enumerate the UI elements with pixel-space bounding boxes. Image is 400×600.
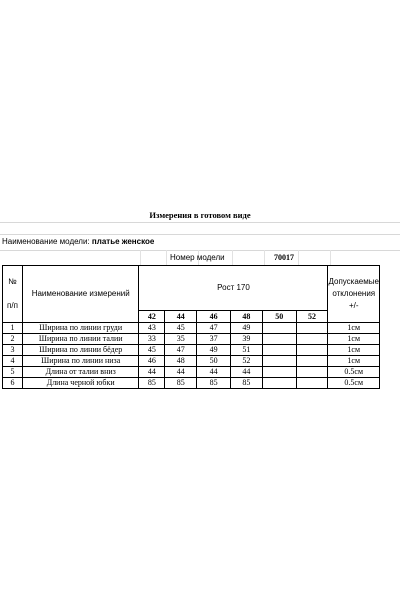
model-name-label: Наименование модели: (2, 237, 90, 246)
size-header: 42 (139, 311, 165, 323)
value-cell: 43 (139, 323, 165, 334)
measurement-name: Ширина по линии бёдер (22, 345, 139, 356)
value-cell: 49 (231, 323, 263, 334)
tolerance-cell: 1см (328, 356, 380, 367)
measurement-name: Длина от талии вниз (22, 367, 139, 378)
measurement-name: Ширина по линии груди (22, 323, 139, 334)
size-header: 44 (165, 311, 197, 323)
value-cell: 35 (165, 334, 197, 345)
value-cell: 45 (165, 323, 197, 334)
value-cell (262, 356, 296, 367)
col-number-bottom: п/п (7, 301, 18, 310)
value-cell: 50 (197, 356, 231, 367)
row-number: 4 (3, 356, 23, 367)
value-cell (262, 334, 296, 345)
measurement-name: Ширина по линии низа (22, 356, 139, 367)
model-name-line (2, 236, 154, 248)
value-cell: 46 (139, 356, 165, 367)
value-cell: 44 (231, 367, 263, 378)
value-cell: 85 (231, 378, 263, 389)
row-number: 5 (3, 367, 23, 378)
value-cell: 47 (165, 345, 197, 356)
value-cell: 52 (231, 356, 263, 367)
grid-line (0, 222, 400, 223)
size-header: 52 (296, 311, 328, 323)
model-number-value: 70017 (274, 253, 294, 262)
value-cell (296, 367, 328, 378)
row-number: 2 (3, 334, 23, 345)
value-cell: 47 (197, 323, 231, 334)
measurement-name: Ширина по линии талии (22, 334, 139, 345)
sheet-title: Измерения в готовом виде (149, 210, 251, 220)
value-cell: 48 (165, 356, 197, 367)
table-row (3, 345, 380, 356)
value-cell (262, 323, 296, 334)
tolerance-cell: 0.5см (328, 378, 380, 389)
value-cell: 85 (197, 378, 231, 389)
value-cell (296, 334, 328, 345)
row-number: 1 (3, 323, 23, 334)
col-number-top: № (8, 277, 17, 286)
row-number: 3 (3, 345, 23, 356)
grid-line (0, 234, 400, 235)
value-cell: 39 (231, 334, 263, 345)
table-row (3, 378, 380, 389)
tolerance-cell: 1см (328, 345, 380, 356)
grid-line (0, 250, 400, 251)
col-tolerance-header: Допускаемые отклонения +/- (328, 266, 380, 323)
value-cell: 33 (139, 334, 165, 345)
measurements-table (2, 265, 380, 389)
col-name-header: Наименование измерений (22, 266, 139, 323)
size-header: 46 (197, 311, 231, 323)
tolerance-cell: 0.5см (328, 367, 380, 378)
value-cell (296, 378, 328, 389)
model-name-value: платье женское (91, 237, 155, 246)
value-cell (262, 345, 296, 356)
table-row (3, 334, 380, 345)
tolerance-cell: 1см (328, 334, 380, 345)
value-cell (296, 323, 328, 334)
value-cell: 44 (139, 367, 165, 378)
col-height-header: Рост 170 (139, 266, 328, 311)
table-row (3, 323, 380, 334)
model-number-line (140, 252, 330, 264)
size-header: 50 (262, 311, 296, 323)
value-cell: 85 (165, 378, 197, 389)
value-cell (296, 345, 328, 356)
value-cell (296, 356, 328, 367)
value-cell: 49 (197, 345, 231, 356)
value-cell: 45 (139, 345, 165, 356)
value-cell (262, 367, 296, 378)
size-header: 48 (231, 311, 263, 323)
value-cell: 44 (165, 367, 197, 378)
grid-line (330, 250, 331, 265)
table-row (3, 356, 380, 367)
measurement-name: Длина черной юбки (22, 378, 139, 389)
tolerance-cell: 1см (328, 323, 380, 334)
table-row (3, 367, 380, 378)
col-number-header (3, 266, 23, 323)
model-number-label: Номер модели (170, 253, 225, 262)
value-cell: 44 (197, 367, 231, 378)
value-cell (262, 378, 296, 389)
row-number: 6 (3, 378, 23, 389)
value-cell: 37 (197, 334, 231, 345)
value-cell: 85 (139, 378, 165, 389)
value-cell: 51 (231, 345, 263, 356)
